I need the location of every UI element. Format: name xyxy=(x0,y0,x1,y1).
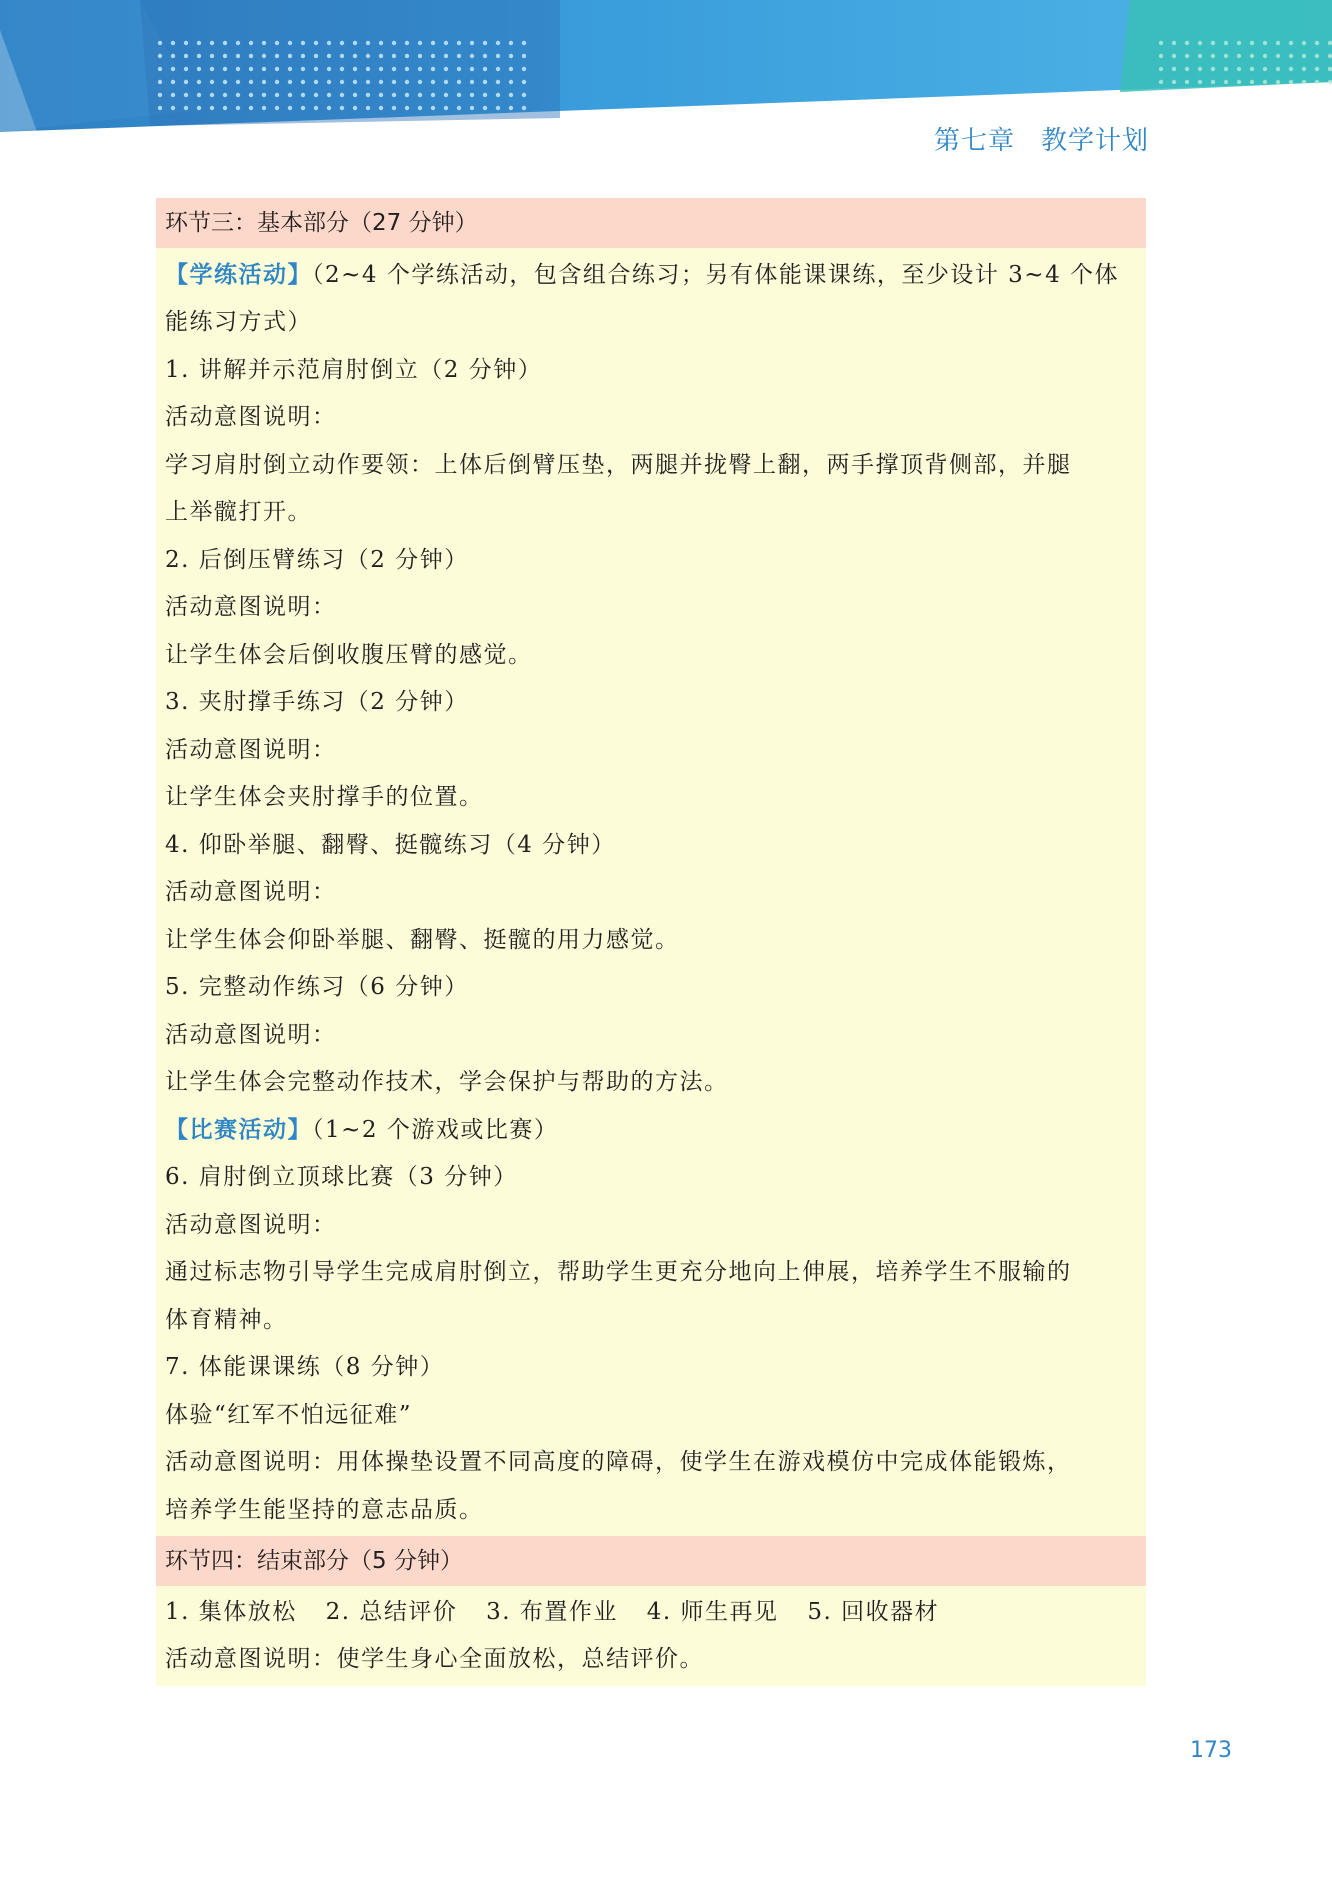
section3-header: 环节三：基本部分（27 分钟） xyxy=(156,198,1146,248)
item-label: 活动意图说明： xyxy=(165,1022,337,1048)
item-desc: 活动意图说明：用体操垫设置不同高度的障碍，使学生在游戏模仿中完成体能锻炼， xyxy=(165,1449,1072,1475)
closing-step: 3. 布置作业 xyxy=(486,1599,618,1625)
item-desc: 学习肩肘倒立动作要领：上体后倒臂压垫，两腿并拢臀上翻，两手撑顶背侧部，并腿 xyxy=(165,452,1072,478)
item-label: 活动意图说明： xyxy=(165,404,337,430)
item-title: 4. 仰卧举腿、翻臀、挺髋练习（4 分钟） xyxy=(165,832,616,858)
item-desc: 体育精神。 xyxy=(165,1307,288,1333)
closing-step: 5. 回收器材 xyxy=(807,1599,940,1625)
item-label: 活动意图说明： xyxy=(165,737,337,763)
learn-activity-note-cont: 能练习方式） xyxy=(165,309,312,335)
item-title: 1. 讲解并示范肩肘倒立（2 分钟） xyxy=(165,357,543,383)
match-activity-line xyxy=(165,1115,1145,1145)
page-number: 173 xyxy=(1190,1738,1232,1763)
item-desc: 通过标志物引导学生完成肩肘倒立，帮助学生更充分地向上伸展，培养学生不服输的 xyxy=(165,1259,1072,1285)
item-title: 7. 体能课课练（8 分钟） xyxy=(165,1354,445,1380)
learn-activity-line xyxy=(165,260,1145,290)
header-banner xyxy=(0,0,1332,140)
closing-step: 2. 总结评价 xyxy=(325,1599,458,1625)
item-desc: 让学生体会仰卧举腿、翻臀、挺髋的用力感觉。 xyxy=(165,927,680,953)
item-desc: 培养学生能坚持的意志品质。 xyxy=(165,1497,484,1523)
item-title: 5. 完整动作练习（6 分钟） xyxy=(165,974,469,1000)
closing-steps xyxy=(165,1597,1145,1627)
closing-desc: 活动意图说明：使学生身心全面放松，总结评价。 xyxy=(165,1646,704,1672)
match-activity-tag: 【比赛活动】 xyxy=(165,1117,312,1143)
item-title: 6. 肩肘倒立顶球比赛（3 分钟） xyxy=(165,1164,518,1190)
item-desc: 让学生体会完整动作技术，学会保护与帮助的方法。 xyxy=(165,1069,729,1095)
item-label: 活动意图说明： xyxy=(165,1212,337,1238)
item-desc: 让学生体会夹肘撑手的位置。 xyxy=(165,784,484,810)
learn-activity-tag: 【学练活动】 xyxy=(165,262,312,288)
item-desc: 让学生体会后倒收腹压臂的感觉。 xyxy=(165,642,533,668)
item-label: 活动意图说明： xyxy=(165,879,337,905)
closing-step: 1. 集体放松 xyxy=(165,1599,297,1625)
section4-header: 环节四：结束部分（5 分钟） xyxy=(156,1536,1146,1586)
item-title: 3. 夹肘撑手练习（2 分钟） xyxy=(165,689,469,715)
item-title: 2. 后倒压臂练习（2 分钟） xyxy=(165,547,469,573)
lesson-plan-table xyxy=(156,198,1146,1686)
item-label: 活动意图说明： xyxy=(165,594,337,620)
item-desc: 上举髋打开。 xyxy=(165,499,312,525)
chapter-heading xyxy=(934,120,1149,157)
chapter-title: 教学计划 xyxy=(1040,126,1149,156)
chapter-number: 第七章 xyxy=(933,126,1015,156)
item-subtitle: 体验“红军不怕远征难” xyxy=(165,1402,413,1428)
match-activity-note: （1~2 个游戏或比赛） xyxy=(312,1117,559,1143)
closing-step: 4. 师生再见 xyxy=(646,1599,779,1625)
learn-activity-note: （2~4 个学练活动，包含组合练习；另有体能课课练，至少设计 3~4 个体 xyxy=(312,262,1120,288)
